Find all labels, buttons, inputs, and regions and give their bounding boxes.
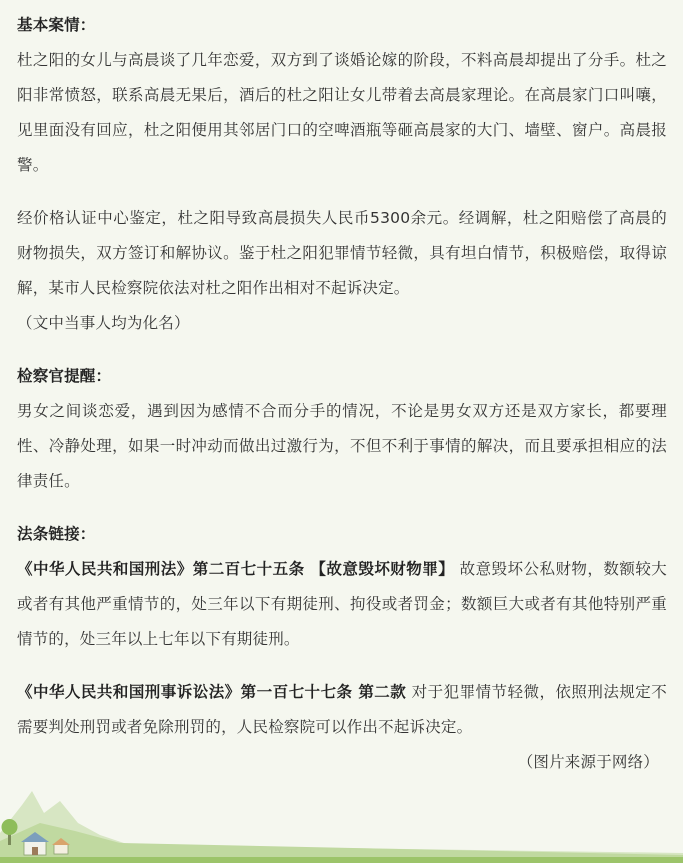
criminal-law-title: 《中华人民共和国刑法》第二百七十五条 【故意毁坏财物罪】 [17, 560, 455, 578]
grass-strip [0, 857, 683, 863]
prosecutor-reminder-paragraph: 男女之间谈恋爱，遇到因为感情不合而分手的情况，不论是男女双方还是双方家长，都要理性、冷静处理，如果一时冲动而做出过激行为，不但不利于事情的解决，而且要承担相应的法律责任。 [17, 402, 667, 490]
criminal-law-text: 故意毁坏公私财物，数额较大或者有其他严重情节的，处三年以下有期徒刑、拘役或者罚金；数额巨大或者有其他特别严重情节的，处三年以上七年以下有期徒刑。 [17, 560, 668, 648]
article-content [17, 8, 667, 780]
prosecutor-reminder-heading: 检察官提醒： [17, 367, 112, 385]
alias-note: （文中当事人均为化名） [17, 314, 190, 332]
basic-case-heading: 基本案情： [17, 16, 96, 34]
small-house-body [54, 844, 68, 854]
house-door [32, 847, 38, 855]
tree-crown [2, 819, 18, 835]
criminal-procedure-law-title: 《中华人民共和国刑事诉讼法》第一百七十七条 第二款 [17, 683, 407, 701]
spacer [17, 183, 667, 201]
spacer [17, 657, 667, 675]
legal-links-heading: 法条链接： [17, 525, 96, 543]
criminal-law-article [17, 552, 667, 657]
basic-case-paragraph-2: 经价格认证中心鉴定，杜之阳导致高晨损失人民币5300余元。经调解，杜之阳赔偿了高晨的财物损失，双方签订和解协议。鉴于杜之阳犯罪情节轻微，具有坦白情节，积极赔偿，取得谅解，某市人民检察院依法对杜之阳作出相对不起诉决定。 [17, 209, 667, 297]
criminal-procedure-law-text: 对于犯罪情节轻微，依照刑法规定不需要判处刑罚或者免除刑罚的，人民检察院可以作出不起诉决定。 [17, 683, 667, 736]
spacer [17, 341, 667, 359]
basic-case-paragraph-1: 杜之阳的女儿与高晨谈了几年恋爱，双方到了谈婚论嫁的阶段，不料高晨却提出了分手。杜之阳非常愤怒，联系高晨无果后，酒后的杜之阳让女儿带着去高晨家理论。在高晨家门口叫嚷，见里面没有回应，杜之阳便用其邻居门口的空啤酒瓶等砸高晨家的大门、墙壁、窗户。高晨报警。 [17, 51, 667, 174]
landscape-decoration [0, 783, 683, 863]
image-source-note: （图片来源于网络） [517, 753, 659, 771]
spacer [17, 499, 667, 517]
criminal-procedure-law-article [17, 675, 667, 745]
